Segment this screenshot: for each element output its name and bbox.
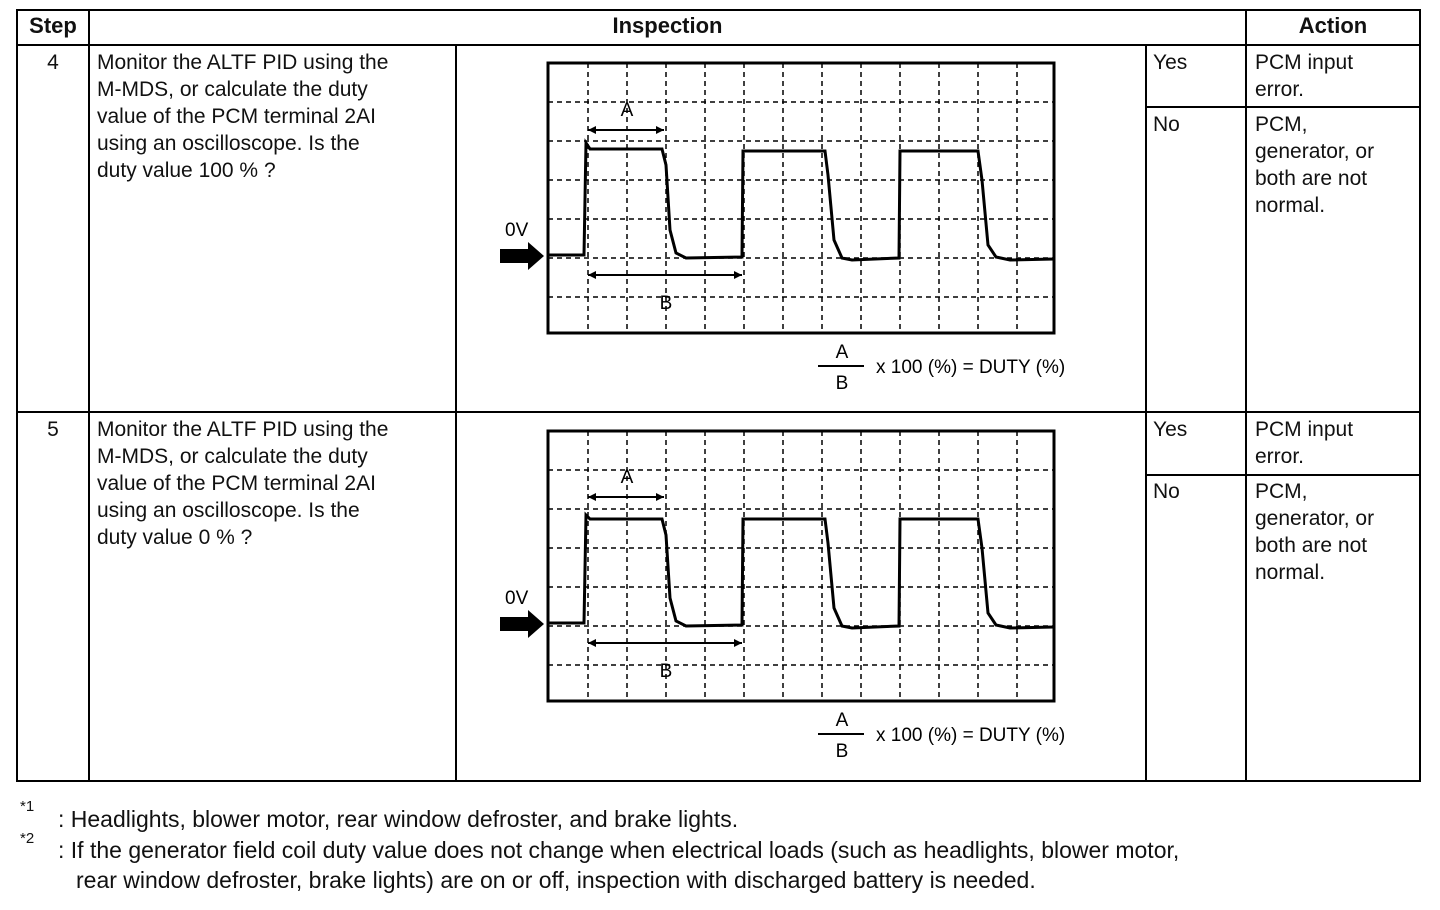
step-number: 4 (47, 51, 59, 74)
zero-volt-label: 0V (505, 220, 529, 241)
formula-numerator: A (835, 342, 849, 363)
marker-b-label: B (659, 293, 673, 314)
step-number: 5 (47, 418, 59, 441)
formula-numerator: A (835, 710, 849, 731)
question-text: Monitor the ALTF PID using the M-MDS, or calculate the duty value of the PCM terminal 2AI using an oscilloscope. Is the duty value 0 % ? (97, 418, 389, 549)
footnote-text: : Headlights, blower motor, rear window defroster, and brake lights. (58, 806, 739, 832)
footnote-text: rear window defroster, brake lights) are on or off, inspection with discharged battery is needed. (76, 867, 1036, 893)
header-step: Step (29, 13, 77, 38)
yes-action: PCM input error. (1255, 418, 1354, 468)
zero-volt-arrow-icon (500, 610, 544, 638)
zero-volt-arrow-icon (500, 242, 544, 270)
yes-label: Yes (1153, 418, 1188, 441)
marker-a-label: A (620, 100, 634, 121)
no-action: PCM, generator, or both are not normal. (1255, 480, 1375, 584)
formula-text: x 100 (%) = DUTY (%) (876, 357, 1066, 378)
header-action: Action (1298, 13, 1368, 38)
header-inspection: Inspection (612, 13, 723, 38)
marker-a-label: A (620, 467, 634, 488)
marker-b-label: B (659, 661, 673, 682)
oscilloscope-diagram (490, 423, 1110, 768)
no-action: PCM, generator, or both are not normal. (1255, 113, 1375, 217)
zero-volt-label: 0V (505, 588, 529, 609)
no-label: No (1153, 113, 1180, 136)
yes-action: PCM input error. (1255, 51, 1354, 101)
footnote-mark: *1 (20, 798, 35, 815)
formula-text: x 100 (%) = DUTY (%) (876, 725, 1066, 746)
footnote-mark: *2 (20, 830, 35, 847)
oscilloscope-diagram (490, 55, 1110, 400)
no-label: No (1153, 480, 1180, 503)
footnote-text: : If the generator field coil duty value does not change when electrical loads (such as headlights, blower motor, (58, 837, 1180, 863)
formula-denominator: B (835, 741, 849, 762)
formula-denominator: B (835, 373, 849, 394)
question-text: Monitor the ALTF PID using the M-MDS, or calculate the duty value of the PCM terminal 2AI using an oscilloscope. Is the duty value 100 % ? (97, 51, 389, 182)
yes-label: Yes (1153, 51, 1188, 74)
